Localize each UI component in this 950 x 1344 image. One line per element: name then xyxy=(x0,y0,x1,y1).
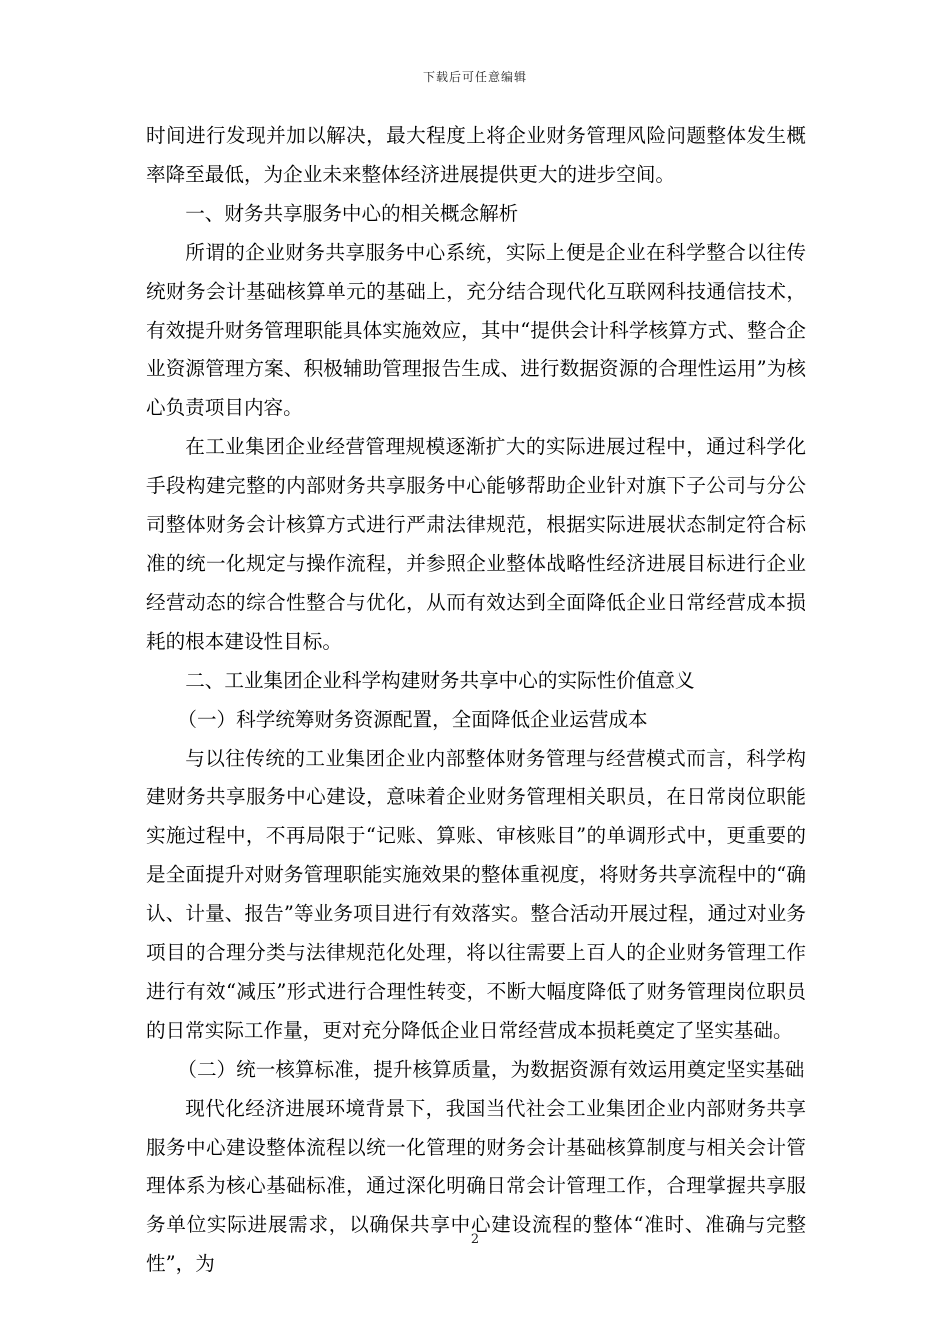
paragraph: 在工业集团企业经营管理规模逐渐扩大的实际进展过程中，通过科学化手段构建完整的内部财务共享服务中心能够帮助企业针对旗下子公司与分公司整体财务会计核算方式进行严肃法律规范，根据实际进展状态制定符合标准的统一化规定与操作流程，并参照企业整体战略性经济进展目标进行企业经营动态的综合性整合与优化，从而有效达到全面降低企业日常经营成本损耗的根本建设性目标。 xyxy=(146,435,806,653)
page-number: 2 xyxy=(470,1232,480,1247)
subsection-heading-2: （二）统一核算标准，提升核算质量，为数据资源有效运用奠定坚实基础 xyxy=(177,1057,805,1081)
page-header: 下载后可任意编辑 xyxy=(422,70,527,84)
section-heading-1: 一、财务共享服务中心的相关概念解析 xyxy=(185,201,519,225)
paragraph: 现代化经济进展环境背景下，我国当代社会工业集团企业内部财务共享服务中心建设整体流程以统一化管理的财务会计基础核算制度与相关会计管理体系为核心基础标准，通过深化明确日常会计管理工作，合理掌握共享服务单位实际进展需求，以确保共享中心建设流程的整体“准时、准确与完整性”，为 xyxy=(146,1096,806,1276)
paragraph-continuation: 时间进行发现并加以解决，最大程度上将企业财务管理风险问题整体发生概率降至最低，为企业未来整体经济进展提供更大的进步空间。 xyxy=(146,124,806,186)
paragraph: 所谓的企业财务共享服务中心系统，实际上便是企业在科学整合以往传统财务会计基础核算单元的基础上，充分结合现代化互联网科技通信技术，有效提升财务管理职能具体实施效应，其中“提供会计科学核算方式、整合企业资源管理方案、积极辅助管理报告生成、进行数据资源的合理性运用”为核心负责项目内容。 xyxy=(146,240,806,420)
section-heading-2: 二、工业集团企业科学构建财务共享中心的实际性价值意义 xyxy=(185,668,695,692)
paragraph: 与以往传统的工业集团企业内部整体财务管理与经营模式而言，科学构建财务共享服务中心建设，意味着企业财务管理相关职员，在日常岗位职能实施过程中，不再局限于“记账、算账、审核账目”的单调形式中，更重要的是全面提升对财务管理职能实施效果的整体重视度，将财务共享流程中的“确认、计量、报告”等业务项目进行有效落实。整合活动开展过程，通过对业务项目的合理分类与法律规范化处理，将以往需要上百人的企业财务管理工作进行有效“减压”形式进行合理性转变，不断大幅度降低了财务管理岗位职员的日常实际工作量，更对充分降低企业日常经营成本损耗奠定了坚实基础。 xyxy=(146,746,806,1042)
subsection-heading-1: （一）科学统筹财务资源配置，全面降低企业运营成本 xyxy=(177,707,648,731)
document-body xyxy=(146,117,806,1284)
